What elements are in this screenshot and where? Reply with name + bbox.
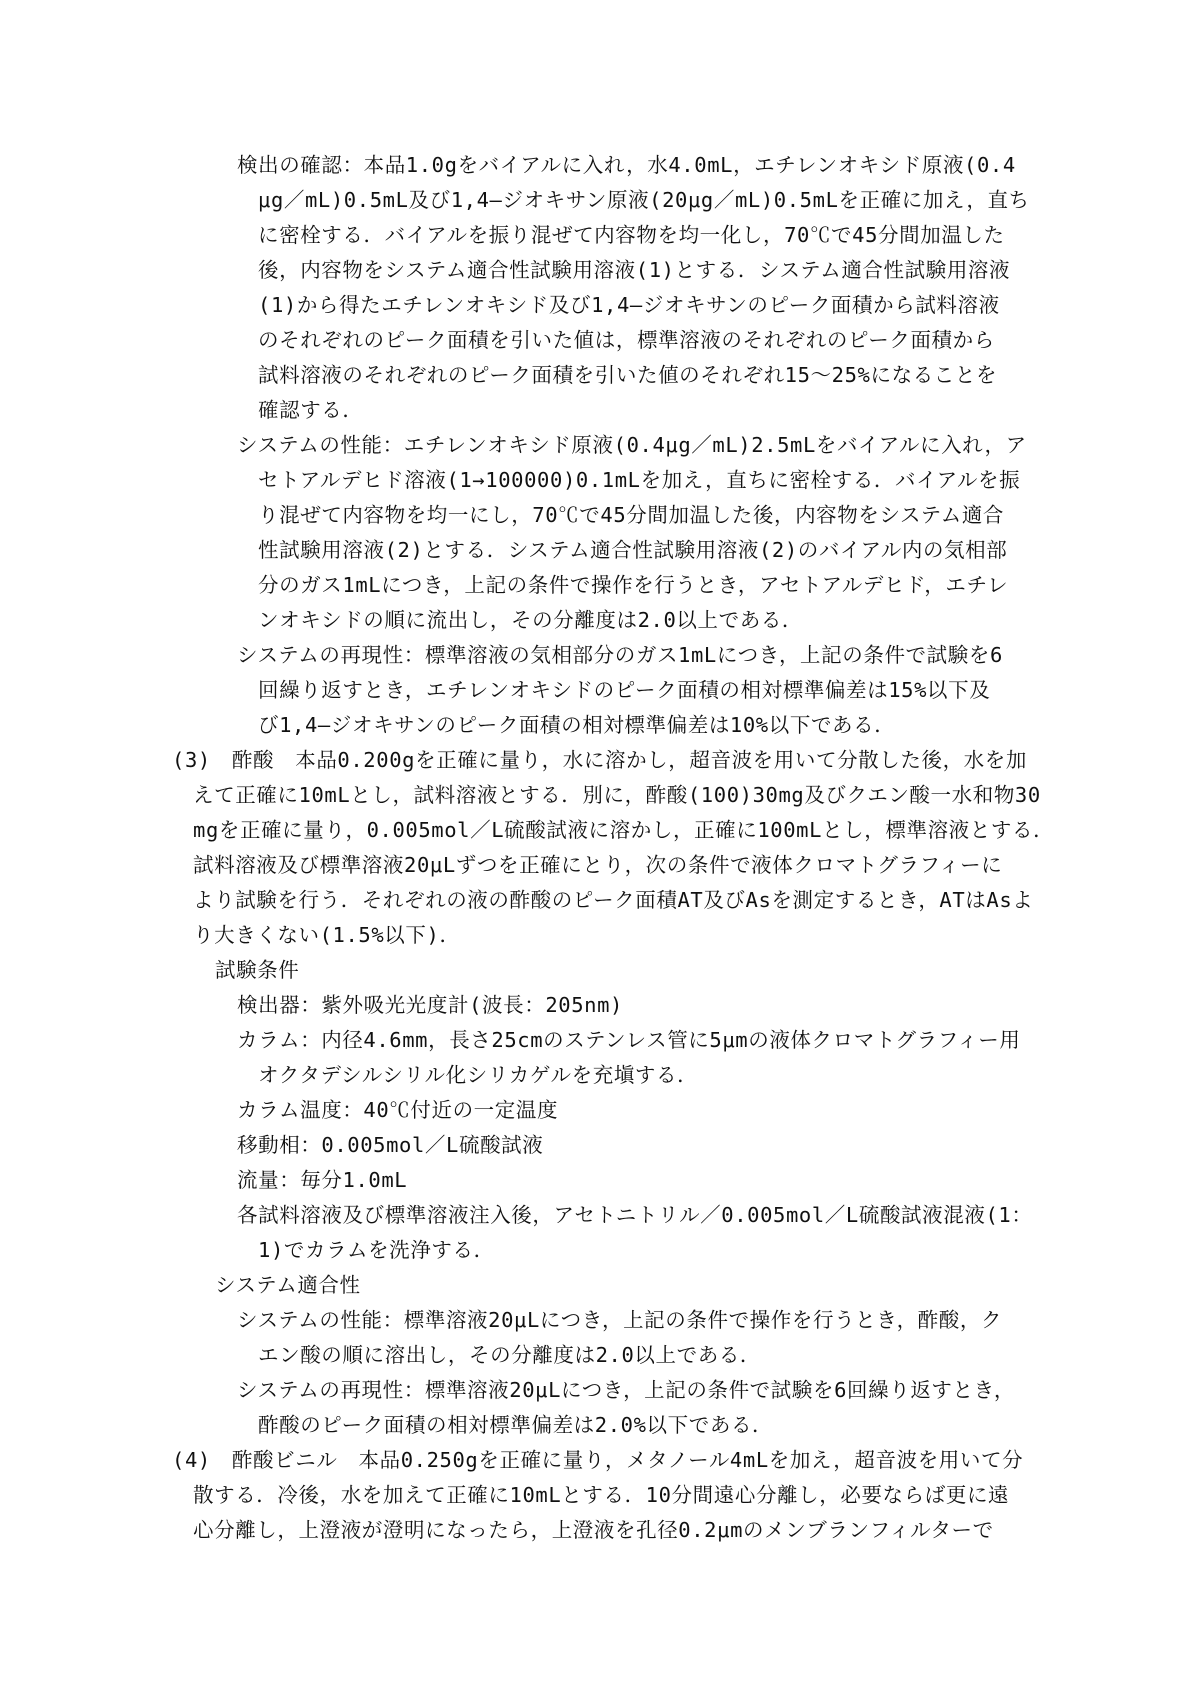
text-line: 性試験用溶液(2)とする．システム適合性試験用溶液(2)のバイアル内の気相部 — [258, 538, 1008, 562]
text-line: オクタデシルシリル化シリカゲルを充塡する． — [258, 1063, 699, 1087]
text-line: (3) 酢酸 本品0.200gを正確に量り，水に溶かし，超音波を用いて分散した後，水を加 — [172, 748, 1027, 772]
flow-rate-line: 流量：毎分1.0mL — [237, 1168, 408, 1192]
text-line: 後，内容物をシステム適合性試験用溶液(1)とする．システム適合性試験用溶液 — [258, 258, 1011, 282]
text-line: 各試料溶液及び標準溶液注入後，アセトニトリル／0.005mol／L硫酸試液混液(1： — [237, 1203, 1033, 1227]
test-conditions-heading: 試験条件 — [215, 958, 300, 982]
text-line: 試料溶液及び標準溶液20μLずつを正確にとり，次の条件で液体クロマトグラフィーに — [193, 853, 1003, 877]
text-line: 回繰り返すとき，エチレンオキシドのピーク面積の相対標準偏差は15%以下及 — [258, 678, 991, 702]
text-line: ンオキシドの順に流出し，その分離度は2.0以上である． — [258, 608, 804, 632]
text-line: システムの性能：標準溶液20μLにつき，上記の条件で操作を行うとき，酢酸，ク — [237, 1308, 1003, 1332]
text-line: mgを正確に量り，0.005mol／L硫酸試液に溶かし，正確に100mLとし，標準溶液とする． — [193, 818, 1055, 842]
detector-line: 検出器：紫外吸光光度計(波長：205nm) — [237, 993, 623, 1017]
text-line: 酢酸のピーク面積の相対標準偏差は2.0%以下である． — [258, 1413, 774, 1437]
text-line: 試料溶液のそれぞれのピーク面積を引いた値のそれぞれ15～25%になることを — [258, 363, 998, 387]
text-line: 心分離し，上澄液が澄明になったら，上澄液を孔径0.2μmのメンブランフィルターで — [193, 1518, 994, 1542]
column-temperature-line: カラム温度：40℃付近の一定温度 — [237, 1098, 559, 1122]
text-line: り混ぜて内容物を均一にし，70℃で45分間加温した後，内容物をシステム適合 — [258, 503, 1005, 527]
text-line: のそれぞれのピーク面積を引いた値は，標準溶液のそれぞれのピーク面積から — [258, 328, 995, 352]
system-suitability-heading: システム適合性 — [215, 1273, 361, 1297]
text-line: (1)から得たエチレンオキシド及び1,4―ジオキサンのピーク面積から試料溶液 — [258, 293, 1000, 317]
text-line: 検出の確認：本品1.0gをバイアルに入れ，水4.0mL，エチレンオキシド原液(0.4 — [237, 153, 1016, 177]
text-line: り大きくない(1.5%以下)． — [193, 923, 461, 947]
text-line: 分のガス1mLにつき，上記の条件で操作を行うとき，アセトアルデヒド，エチレ — [258, 573, 1009, 597]
text-line: 1)でカラムを洗浄する． — [258, 1238, 495, 1262]
text-line: 確認する． — [258, 398, 364, 422]
text-line: カラム：内径4.6mm，長さ25cmのステンレス管に5μmの液体クロマトグラフィー用 — [237, 1028, 1021, 1052]
text-line: システムの再現性：標準溶液20μLにつき，上記の条件で試験を6回繰り返すとき， — [237, 1378, 1016, 1402]
text-line: システムの性能：エチレンオキシド原液(0.4μg／mL)2.5mLをバイアルに入れ，ア — [237, 433, 1027, 457]
text-line: に密栓する．バイアルを振り混ぜて内容物を均一化し，70℃で45分間加温した — [258, 223, 1005, 247]
text-line: えて正確に10mLとし，試料溶液とする．別に，酢酸(100)30mg及びクエン酸一水和物30 — [193, 783, 1041, 807]
text-line: 散する．冷後，水を加えて正確に10mLとする．10分間遠心分離し，必要ならば更に遠 — [193, 1483, 1010, 1507]
text-line: システムの再現性：標準溶液の気相部分のガス1mLにつき，上記の条件で試験を6 — [237, 643, 1003, 667]
mobile-phase-line: 移動相：0.005mol／L硫酸試液 — [237, 1133, 544, 1157]
text-line: (4) 酢酸ビニル 本品0.250gを正確に量り，メタノール4mLを加え，超音波を用いて分 — [172, 1448, 1024, 1472]
text-line: エン酸の順に溶出し，その分離度は2.0以上である． — [258, 1343, 762, 1367]
text-line: セトアルデヒド溶液(1→100000)0.1mLを加え，直ちに密栓する．バイアルを振 — [258, 468, 1021, 492]
text-line: より試験を行う．それぞれの液の酢酸のピーク面積AT及びAsを測定するとき，ATはAsよ — [193, 888, 1034, 912]
text-line: μg／mL)0.5mL及び1,4―ジオキサン原液(20μg／mL)0.5mLを正確に加え，直ち — [258, 188, 1030, 212]
text-line: び1,4―ジオキサンのピーク面積の相対標準偏差は10%以下である． — [258, 713, 896, 737]
